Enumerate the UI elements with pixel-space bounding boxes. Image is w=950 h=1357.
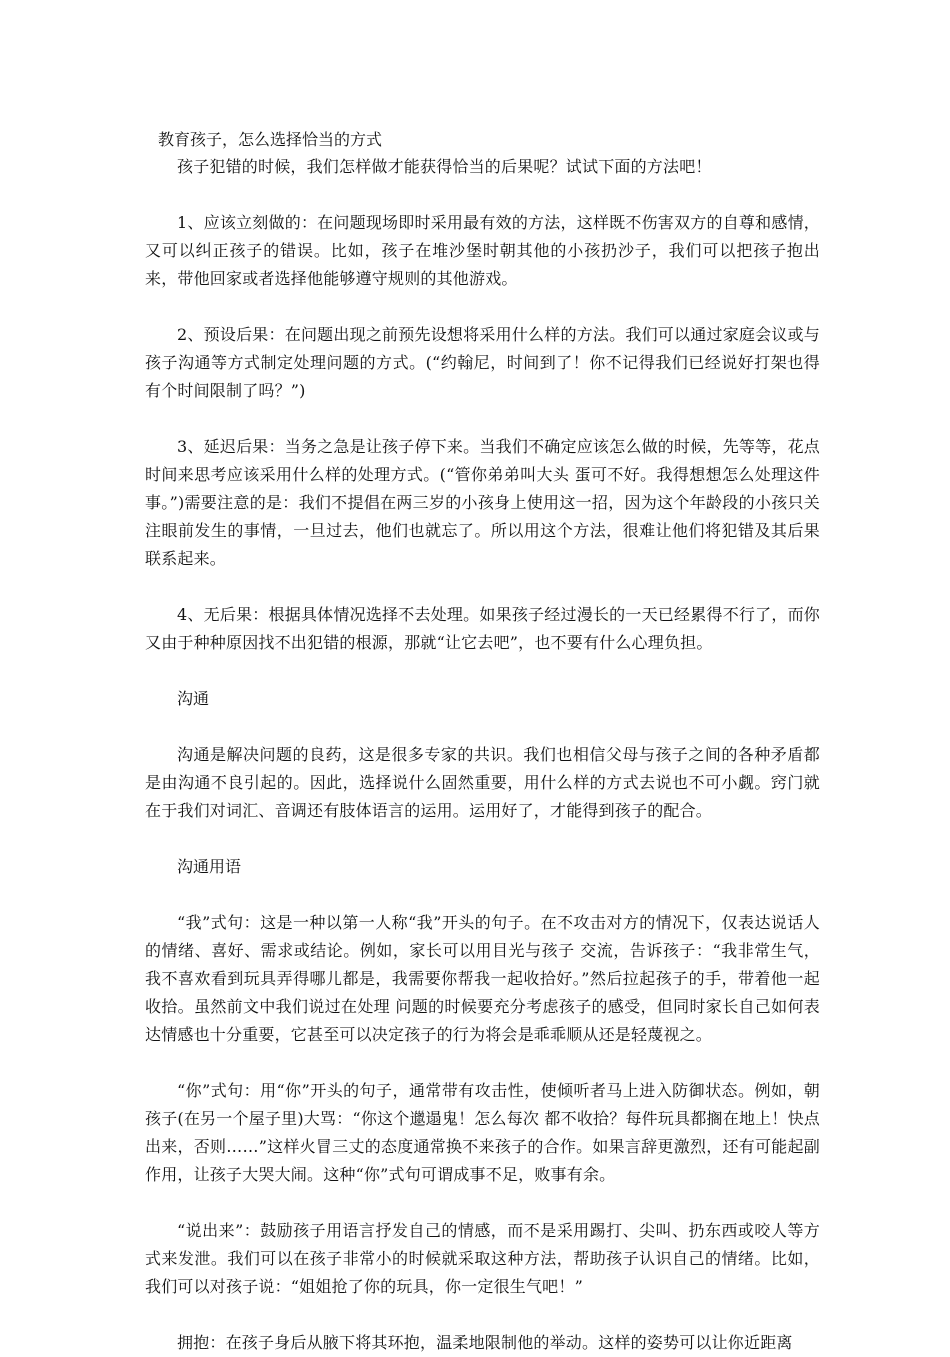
method-4-paragraph: 4、无后果：根据具体情况选择不去处理。如果孩子经过漫长的一天已经累得不行了，而你又由于种种原因找不出犯错的根源，那就“让它去吧”，也不要有什么心理负担。: [145, 605, 820, 652]
speak-out-paragraph: “说出来”：鼓励孩子用语言抒发自己的情感，而不是采用踢打、尖叫、扔东西或咬人等方式来发泄。我们可以在孩子非常小的时候就采取这种方法，帮助孩子认识自己的情绪。比如，我们可以对孩子说：“姐姐抢了你的玩具，你一定很生气吧！”: [145, 1221, 820, 1296]
spacer: [145, 1301, 820, 1329]
method-2-paragraph: 2、预设后果：在问题出现之前预先设想将采用什么样的方法。我们可以通过家庭会议或与孩子沟通等方式制定处理问题的方式。(“约翰尼，时间到了！你不记得我们已经说好打架也得有个时间限制了吗？”): [145, 325, 820, 400]
spacer: [145, 573, 820, 601]
spacer: [145, 293, 820, 321]
i-statement-paragraph: “我”式句：这是一种以第一人称“我”开头的句子。在不攻击对方的情况下，仅表达说话人的情绪、喜好、需求或结论。例如，家长可以用目光与孩子 交流，告诉孩子：“我非常生气，我不喜欢看到玩具弄得哪儿都是，我需要你帮我一起收拾好。”然后拉起孩子的手，带着他一起收拾。虽然前文中我们说过在处理 问题的时候要充分考虑孩子的感受，但同时家长自己如何表达情感也十分重要，它甚至可以决定孩子的行为将会是乖乖顺从还是轻蔑视之。: [145, 913, 820, 1044]
hug-paragraph: 拥抱：在孩子身后从腋下将其环抱，温柔地限制他的举动。这样的姿势可以让你近距离: [177, 1333, 793, 1352]
method-1-paragraph: 1、应该立刻做的：在问题现场即时采用最有效的方法，这样既不伤害双方的自尊和感情，又可以纠正孩子的错误。比如，孩子在堆沙堡时朝其他的小孩扔沙子，我们可以把孩子抱出来，带他回家或者选择他能够遵守规则的其他游戏。: [145, 213, 820, 288]
spacer: [145, 881, 820, 909]
you-statement-paragraph: “你”式句：用“你”开头的句子，通常带有攻击性，使倾听者马上进入防御状态。例如，朝孩子(在另一个屋子里)大骂：“你这个邋遢鬼！怎么每次 都不收拾？每件玩具都搁在地上！快点出来，否则……”这样火冒三丈的态度通常换不来孩子的合作。如果言辞更激烈，还有可能起副作用，让孩子大哭大闹。这种“你”式句可谓成事不足，败事有余。: [145, 1081, 820, 1184]
section-heading-communication: 沟通: [177, 689, 210, 708]
document-title: 教育孩子，怎么选择恰当的方式: [158, 130, 383, 149]
spacer: [145, 825, 820, 853]
spacer: [145, 1049, 820, 1077]
method-3-paragraph: 3、延迟后果：当务之急是让孩子停下来。当我们不确定应该怎么做的时候，先等等，花点时间来思考应该采用什么样的处理方式。(“管你弟弟叫大头 蛋可不好。我得想想怎么处理这件事。”)需要注意的是：我们不提倡在两三岁的小孩身上使用这一招，因为这个年龄段的小孩只关注眼前发生的事情，一旦过去，他们也就忘了。所以用这个方法，很难让他们将犯错及其后果联系起来。: [145, 437, 820, 568]
spacer: [145, 713, 820, 741]
intro-paragraph: 孩子犯错的时候，我们怎样做才能获得恰当的后果呢？试试下面的方法吧！: [177, 157, 712, 176]
section-heading-terms: 沟通用语: [177, 857, 242, 876]
communication-paragraph: 沟通是解决问题的良药，这是很多专家的共识。我们也相信父母与孩子之间的各种矛盾都是由沟通不良引起的。因此，选择说什么固然重要，用什么样的方式去说也不可小觑。窍门就在于我们对词汇、音调还有肢体语言的运用。运用好了，才能得到孩子的配合。: [145, 745, 820, 820]
spacer: [145, 1189, 820, 1217]
spacer: [145, 181, 820, 209]
spacer: [145, 405, 820, 433]
spacer: [145, 657, 820, 685]
